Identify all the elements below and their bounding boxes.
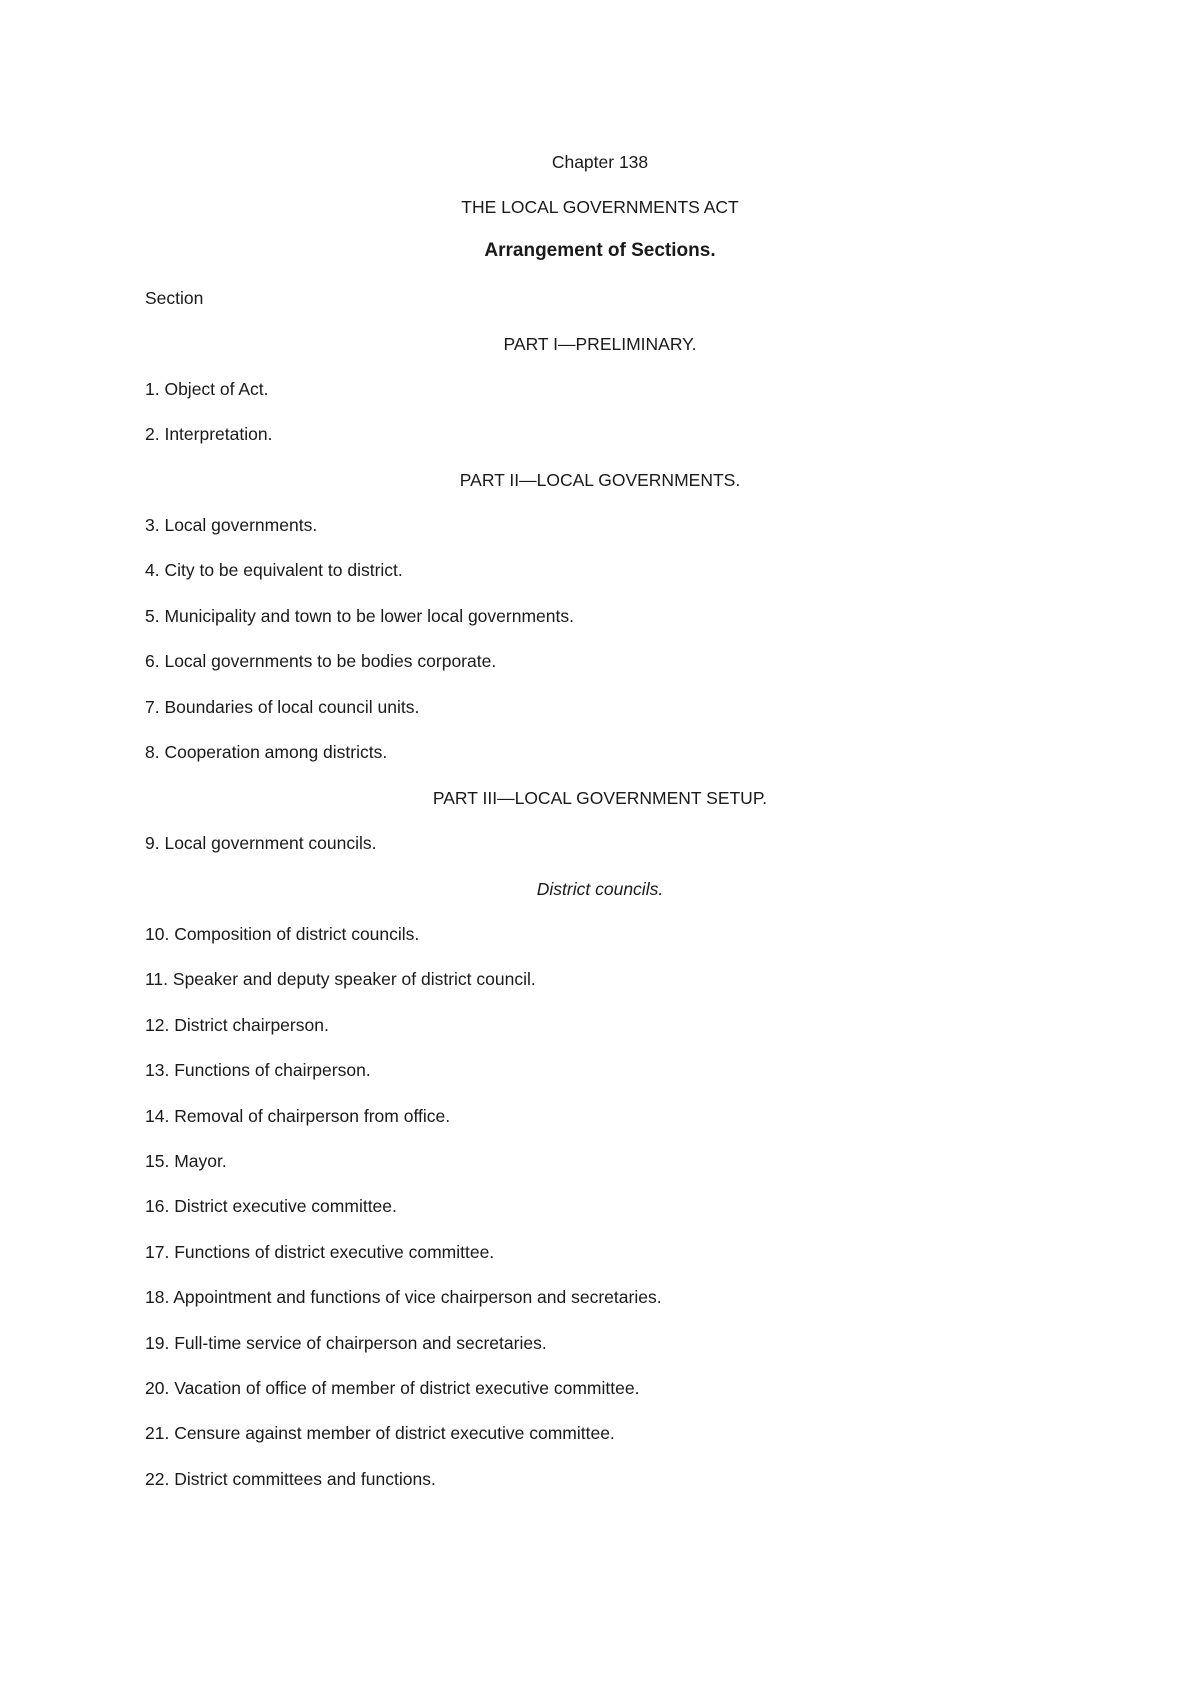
- section-item: 4. City to be equivalent to district.: [145, 560, 403, 580]
- section-item: 3. Local governments.: [145, 515, 318, 535]
- section-item: 13. Functions of chairperson.: [145, 1060, 371, 1080]
- section-item: 5. Municipality and town to be lower local governments.: [145, 606, 574, 626]
- section-item: 12. District chairperson.: [145, 1015, 329, 1035]
- arrangement-heading: Arrangement of Sections.: [484, 240, 716, 261]
- part-heading-2: PART II—LOCAL GOVERNMENTS.: [459, 470, 741, 490]
- part-heading-3: PART III—LOCAL GOVERNMENT SETUP.: [432, 788, 768, 808]
- section-item: 11. Speaker and deputy speaker of district council.: [145, 969, 536, 989]
- section-item: 1. Object of Act.: [145, 379, 269, 399]
- section-item: 21. Censure against member of district executive committee.: [145, 1423, 615, 1443]
- chapter-number: Chapter 138: [551, 152, 649, 172]
- part-heading-1: PART I—PRELIMINARY.: [503, 334, 697, 354]
- section-item: 8. Cooperation among districts.: [145, 742, 388, 762]
- section-label: Section: [145, 288, 204, 308]
- section-item: 19. Full-time service of chairperson and secretaries.: [145, 1333, 547, 1353]
- section-item: 18. Appointment and functions of vice chairperson and secretaries.: [145, 1287, 662, 1307]
- section-item: 22. District committees and functions.: [145, 1469, 436, 1489]
- section-item: 10. Composition of district councils.: [145, 924, 420, 944]
- section-item: 16. District executive committee.: [145, 1196, 397, 1216]
- section-item: 14. Removal of chairperson from office.: [145, 1106, 451, 1126]
- act-title: THE LOCAL GOVERNMENTS ACT: [461, 197, 739, 217]
- section-item: 20. Vacation of office of member of district executive committee.: [145, 1378, 640, 1398]
- section-item: 9. Local government councils.: [145, 833, 377, 853]
- section-item: 15. Mayor.: [145, 1151, 227, 1171]
- section-item: 17. Functions of district executive committee.: [145, 1242, 495, 1262]
- section-item: 6. Local governments to be bodies corporate.: [145, 651, 497, 671]
- section-item: 2. Interpretation.: [145, 424, 273, 444]
- sub-heading: District councils.: [536, 879, 664, 899]
- section-item: 7. Boundaries of local council units.: [145, 697, 420, 717]
